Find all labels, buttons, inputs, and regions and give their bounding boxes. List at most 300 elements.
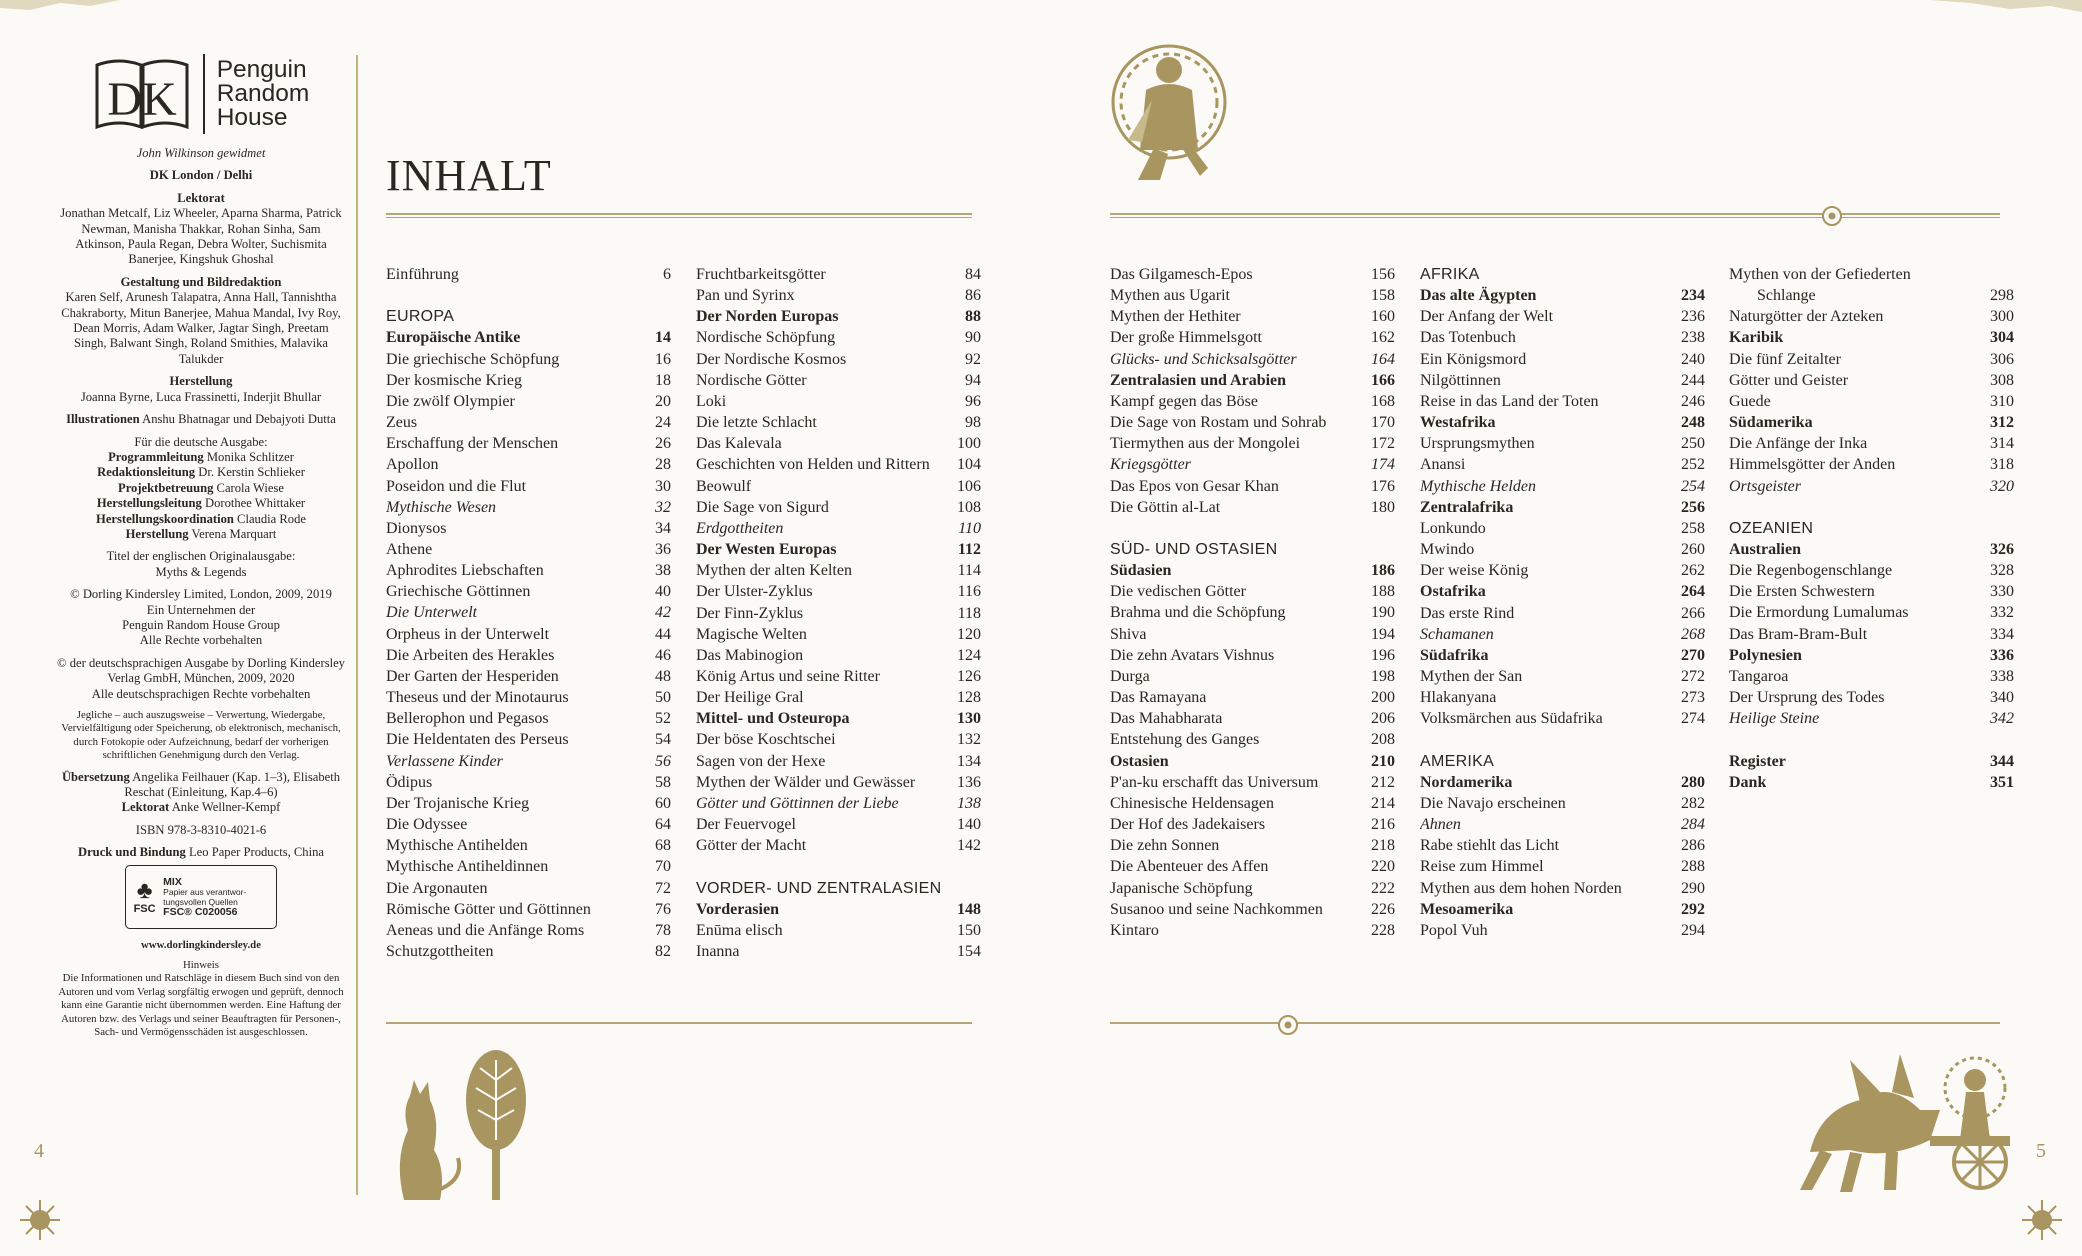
toc-entry[interactable] <box>1420 920 1705 941</box>
toc-entry-title: Poseidon und die Flut <box>386 477 527 495</box>
toc-entry[interactable] <box>1420 327 1705 348</box>
toc-entry-page: 284 <box>1681 816 1705 834</box>
toc-entry-page: 48 <box>655 667 671 685</box>
toc-entry-page: 268 <box>1681 625 1705 643</box>
lektorat-names: Jonathan Metcalf, Liz Wheeler, Aparna Sharma, Patrick Newman, Manisha Thakkar, Rohan Sinha, Sam Atkinson, Paula Regan, Debra Wolter, Suchismita Banerjee, Kingshuk Ghoshal <box>60 206 342 267</box>
credit-line: Herstellung Verena Marquart <box>125 526 277 541</box>
toc-entry[interactable] <box>1110 476 1395 497</box>
toc-entry[interactable] <box>1110 729 1395 750</box>
toc-entry-title: Tangaroa <box>1729 667 1789 685</box>
toc-entry-page: 342 <box>1990 710 2014 728</box>
toc-entry[interactable] <box>1420 433 1705 454</box>
toc-entry-page: 238 <box>1681 329 1705 347</box>
toc-entry[interactable] <box>1420 539 1705 560</box>
toc-entry[interactable] <box>1420 624 1705 645</box>
toc-entry[interactable] <box>386 941 671 962</box>
toc-entry-page: 104 <box>957 456 981 474</box>
rights-line: Alle Rechte vorbehalten <box>139 633 263 648</box>
toc-entry-title: Glücks- und Schicksalsgötter <box>1110 350 1297 368</box>
toc-entry-title: Das Gilgamesch-Epos <box>1110 266 1253 283</box>
toc-entry[interactable] <box>1110 391 1395 412</box>
toc-entry-page: 78 <box>655 921 671 939</box>
toc-entry-title: Verlassene Kinder <box>386 752 503 770</box>
toc-entry-title: Mesoamerika <box>1420 900 1514 918</box>
toc-entry-title: Die griechische Schöpfung <box>386 350 560 368</box>
page-number-right: 5 <box>2036 1140 2046 1162</box>
toc-entry[interactable] <box>1729 433 2014 454</box>
toc-section-heading <box>1420 751 1705 772</box>
toc-entry-title: Vorderasien <box>696 900 779 918</box>
title-rule-left-thin <box>386 217 972 218</box>
toc-entry[interactable] <box>1420 793 1705 814</box>
toc-entry-title: Anansi <box>1420 456 1466 474</box>
toc-entry-title: Die vedischen Götter <box>1110 583 1246 601</box>
toc-entry-title: Das Epos von Gesar Khan <box>1110 477 1279 495</box>
toc-entry-page: 172 <box>1371 435 1395 453</box>
toc-entry[interactable] <box>1110 687 1395 708</box>
toc-entry[interactable] <box>386 899 671 920</box>
toc-entry-title: Das Bram-Bram-Bult <box>1729 625 1868 643</box>
toc-entry-title: Der Hof des Jadekaisers <box>1110 816 1266 834</box>
fsc-text: MIX Papier aus verantwor-tungsvollen Quellen FSC® C020056 <box>163 875 247 918</box>
toc-entry[interactable] <box>696 327 981 348</box>
original-title: Myths & Legends <box>155 564 247 579</box>
toc-entry[interactable] <box>1110 602 1395 623</box>
toc-entry[interactable] <box>1420 349 1705 370</box>
toc-entry-page: 90 <box>965 329 981 347</box>
toc-entry-page: 270 <box>1681 646 1705 664</box>
toc-entry-title: Die Sage von Rostam und Sohrab <box>1110 414 1327 432</box>
toc-entry-page: 176 <box>1371 477 1395 495</box>
toc-entry[interactable] <box>696 687 981 708</box>
toc-entry-title: AMERIKA <box>1420 752 1495 770</box>
toc-entry-title: VORDER- UND ZENTRALASIEN <box>696 879 942 897</box>
toc-entry-title: Aeneas und die Anfänge Roms <box>386 921 585 939</box>
toc-entry[interactable] <box>386 391 671 412</box>
toc-entry-page: 108 <box>957 498 981 516</box>
toc-entry[interactable] <box>696 581 981 602</box>
toc-entry[interactable] <box>696 814 981 835</box>
toc-entry[interactable] <box>696 772 981 793</box>
toc-entry[interactable] <box>1420 603 1705 624</box>
toc-entry-title: Volksmärchen aus Südafrika <box>1420 710 1603 728</box>
toc-entry[interactable] <box>696 603 981 624</box>
toc-entry[interactable] <box>696 391 981 412</box>
toc-entry-title: Mythen der alten Kelten <box>696 562 852 580</box>
toc-entry[interactable] <box>1110 412 1395 433</box>
toc-entry[interactable] <box>1729 751 2014 772</box>
toc-entry-page: 298 <box>1990 287 2014 305</box>
toc-entry[interactable] <box>1420 708 1705 729</box>
bottom-rule-right <box>1110 1022 2000 1024</box>
toc-section-heading <box>696 878 981 899</box>
toc-entry[interactable] <box>386 370 671 391</box>
corner-sun-ornament-icon <box>0 1180 70 1256</box>
toc-entry[interactable] <box>1420 391 1705 412</box>
publisher-logo <box>56 50 346 138</box>
toc-entry[interactable] <box>696 454 981 475</box>
toc-entry-page: 6 <box>663 266 671 283</box>
toc-entry[interactable] <box>696 349 981 370</box>
toc-entry-title: Die Arbeiten des Herakles <box>386 646 555 664</box>
toc-entry-page: 336 <box>1990 646 2014 664</box>
toc-entry-title: Der Feuervogel <box>696 816 796 834</box>
toc-entry[interactable] <box>1729 772 2014 793</box>
toc-entry-page: 200 <box>1371 689 1395 707</box>
toc-entry[interactable] <box>386 264 671 285</box>
toc-entry-page: 110 <box>958 519 981 537</box>
toc-entry-page: 226 <box>1371 900 1395 918</box>
toc-entry[interactable] <box>1729 476 2014 497</box>
toc-entry-title: Das Ramayana <box>1110 689 1207 707</box>
toc-entry[interactable] <box>386 666 671 687</box>
toc-entry[interactable] <box>1729 306 2014 327</box>
toc-entry-title: Ödipus <box>386 773 433 791</box>
toc-entry-page: 134 <box>957 752 981 770</box>
toc-entry-page: 286 <box>1681 837 1705 855</box>
toc-entry[interactable] <box>1110 349 1395 370</box>
toc-entry-page: 260 <box>1681 541 1705 559</box>
toc-entry[interactable] <box>1110 751 1395 772</box>
toc-entry-page: 174 <box>1371 456 1395 474</box>
toc-entry[interactable] <box>1420 518 1705 539</box>
toc-entry[interactable] <box>1420 285 1705 306</box>
toc-entry[interactable] <box>696 708 981 729</box>
toc-entry[interactable] <box>696 560 981 581</box>
toc-entry[interactable] <box>696 645 981 666</box>
toc-entry-page: 206 <box>1371 710 1395 728</box>
toc-entry-title: Das Totenbuch <box>1420 329 1516 347</box>
toc-entry-title: Mythische Helden <box>1420 477 1536 495</box>
toc-entry[interactable] <box>1110 708 1395 729</box>
title-rule-left <box>386 213 972 215</box>
toc-entry-page: 282 <box>1681 794 1705 812</box>
colophon <box>56 50 346 1040</box>
toc-entry-title: Ein Königsmord <box>1420 350 1527 368</box>
toc-entry[interactable] <box>696 264 981 285</box>
toc-entry-title: Nordische Schöpfung <box>696 329 836 347</box>
toc-entry[interactable] <box>1110 899 1395 920</box>
toc-entry[interactable] <box>1110 835 1395 856</box>
toc-entry[interactable] <box>1110 878 1395 899</box>
toc-entry-page: 98 <box>965 414 981 432</box>
toc-entry-title: Mythen der San <box>1420 667 1523 685</box>
toc-entry[interactable] <box>1420 835 1705 856</box>
toc-entry-title: Reise in das Land der Toten <box>1420 392 1599 410</box>
toc-entry[interactable] <box>386 708 671 729</box>
toc-entry-title: Mythische Wesen <box>386 498 497 516</box>
toc-entry[interactable] <box>1729 391 2014 412</box>
page-title: INHALT <box>386 151 552 200</box>
toc-entry[interactable] <box>386 624 671 645</box>
toc-entry[interactable] <box>696 306 981 327</box>
toc-entry[interactable] <box>1110 264 1395 285</box>
toc-entry[interactable] <box>386 497 671 518</box>
toc-entry-title: Register <box>1729 752 1786 770</box>
toc-entry[interactable] <box>1420 476 1705 497</box>
toc-entry[interactable] <box>1110 497 1395 518</box>
toc-entry[interactable] <box>1420 560 1705 581</box>
toc-entry[interactable] <box>386 349 671 370</box>
toc-entry[interactable] <box>696 920 981 941</box>
toc-entry-page: 308 <box>1990 371 2014 389</box>
toc-entry[interactable] <box>1729 645 2014 666</box>
original-title-label: Titel der englischen Originalausgabe: <box>106 549 296 564</box>
colophon-divider <box>356 55 358 1195</box>
toc-entry[interactable] <box>696 285 981 306</box>
toc-entry[interactable] <box>1729 327 2014 348</box>
toc-entry[interactable] <box>1110 433 1395 454</box>
toc-entry[interactable] <box>696 835 981 856</box>
toc-entry[interactable] <box>1420 899 1705 920</box>
toc-entry[interactable] <box>1729 370 2014 391</box>
corner-texture-icon <box>0 0 120 30</box>
toc-entry[interactable] <box>1729 560 2014 581</box>
toc-entry[interactable] <box>1110 285 1395 306</box>
toc-entry[interactable] <box>386 835 671 856</box>
toc-entry-title: Athene <box>386 541 433 559</box>
toc-entry[interactable] <box>386 878 671 899</box>
toc-entry-title: Der Westen Europas <box>696 541 837 559</box>
toc-entry[interactable] <box>696 497 981 518</box>
toc-entry-page: 351 <box>1990 773 2014 791</box>
toc-entry[interactable] <box>386 539 671 560</box>
toc-entry[interactable] <box>696 539 981 560</box>
toc-entry-title: Der Anfang der Welt <box>1420 308 1554 326</box>
toc-entry-title: Griechische Göttinnen <box>386 583 531 601</box>
toc-entry[interactable] <box>1729 687 2014 708</box>
toc-entry-page: 76 <box>655 900 671 918</box>
toc-entry-page: 212 <box>1371 773 1395 791</box>
toc-entry[interactable] <box>1110 814 1395 835</box>
toc-entry-page: 130 <box>957 710 981 728</box>
toc-entry[interactable] <box>696 941 981 962</box>
sun-god-illustration-icon <box>1108 30 1230 190</box>
toc-entry[interactable] <box>1420 687 1705 708</box>
toc-entry-title: Magische Welten <box>696 625 807 643</box>
toc-entry[interactable] <box>1729 454 2014 475</box>
toc-entry[interactable] <box>696 666 981 687</box>
toc-entry[interactable] <box>1110 454 1395 475</box>
toc-entry[interactable] <box>1420 306 1705 327</box>
medallion-icon <box>1276 1013 1300 1037</box>
toc-spacer <box>1729 497 2014 518</box>
toc-entry[interactable] <box>1110 306 1395 327</box>
toc-entry-title: Ostasien <box>1110 752 1169 770</box>
toc-entry[interactable] <box>696 624 981 645</box>
toc-entry[interactable] <box>1420 772 1705 793</box>
toc-entry[interactable] <box>696 899 981 920</box>
medallion-icon <box>1820 204 1844 228</box>
toc-entry[interactable] <box>1420 878 1705 899</box>
toc-spacer <box>1420 729 1705 750</box>
toc-entry[interactable] <box>386 645 671 666</box>
toc-entry[interactable] <box>696 476 981 497</box>
toc-entry-title: Theseus und der Minotaurus <box>386 689 569 707</box>
toc-entry[interactable] <box>1420 645 1705 666</box>
toc-entry[interactable] <box>386 920 671 941</box>
toc-entry[interactable] <box>386 454 671 475</box>
toc-entry-page: 314 <box>1990 435 2014 453</box>
toc-entry-title: Der Finn-Zyklus <box>696 604 804 622</box>
toc-entry-page: 158 <box>1371 287 1395 305</box>
german-credits <box>56 450 346 542</box>
toc-entry[interactable] <box>386 687 671 708</box>
toc-entry[interactable] <box>1110 772 1395 793</box>
toc-entry[interactable] <box>1729 264 2014 285</box>
toc-entry[interactable] <box>1420 814 1705 835</box>
toc-entry[interactable] <box>1110 666 1395 687</box>
toc-entry[interactable] <box>1420 497 1705 518</box>
toc-entry[interactable] <box>386 412 671 433</box>
toc-entry[interactable] <box>386 476 671 497</box>
fsc-tree-icon: ♣ FSC <box>133 876 156 915</box>
toc-entry[interactable] <box>386 751 671 772</box>
production-names: Joanna Byrne, Luca Frassinetti, Inderjit Bhullar <box>80 389 322 404</box>
toc-entry[interactable] <box>696 729 981 750</box>
toc-entry-title: Die Navajo erscheinen <box>1420 794 1566 812</box>
toc-entry-page: 154 <box>957 942 981 960</box>
toc-entry[interactable] <box>1420 370 1705 391</box>
toc-entry[interactable] <box>1729 285 2014 306</box>
page-number-left: 4 <box>34 1140 44 1162</box>
toc-entry[interactable] <box>386 814 671 835</box>
toc-entry[interactable] <box>1110 560 1395 581</box>
company-line-1: Ein Unternehmen der <box>146 602 256 617</box>
dedication: John Wilkinson gewidmet <box>136 146 266 160</box>
toc-entry-title: Der Heilige Gral <box>696 689 804 707</box>
toc-entry-page: 262 <box>1681 562 1705 580</box>
toc-entry[interactable] <box>386 560 671 581</box>
toc-entry-page: 273 <box>1681 689 1705 707</box>
toc-entry-page: 180 <box>1371 498 1395 516</box>
toc-entry[interactable] <box>1110 856 1395 877</box>
toc-entry[interactable] <box>386 729 671 750</box>
toc-entry-page: 340 <box>1990 689 2014 707</box>
toc-entry[interactable] <box>1110 793 1395 814</box>
website-link[interactable]: www.dorlingkindersley.de <box>141 938 261 951</box>
toc-entry[interactable] <box>1110 370 1395 391</box>
toc-entry-title: Das Mahabharata <box>1110 710 1223 728</box>
toc-entry-title: Die Göttin al-Lat <box>1110 498 1221 516</box>
toc-entry-title: Schlange <box>1757 287 1816 305</box>
toc-entry-page: 310 <box>1990 392 2014 410</box>
toc-entry[interactable] <box>1110 920 1395 941</box>
toc-entry-page: 234 <box>1681 287 1705 305</box>
toc-entry[interactable] <box>386 581 671 602</box>
note-heading: Hinweis <box>183 959 219 972</box>
toc-entry-title: Das Kalevala <box>696 435 782 453</box>
toc-entry-page: 54 <box>655 731 671 749</box>
toc-entry-title: Tiermythen aus der Mongolei <box>1110 435 1301 453</box>
toc-entry[interactable] <box>1420 412 1705 433</box>
toc-entry[interactable] <box>1110 327 1395 348</box>
toc-entry-title: Rabe stiehlt das Licht <box>1420 837 1560 855</box>
toc-entry[interactable] <box>1729 349 2014 370</box>
toc-entry-page: 20 <box>655 392 671 410</box>
toc-entry-title: Römische Götter und Göttinnen <box>386 900 591 918</box>
toc-entry[interactable] <box>1420 856 1705 877</box>
toc-entry-title: Loki <box>696 392 727 410</box>
toc-entry[interactable] <box>386 856 671 877</box>
toc-entry-page: 118 <box>957 604 981 622</box>
toc-entry-title: Ortsgeister <box>1729 477 1801 495</box>
toc-entry-page: 56 <box>655 752 671 770</box>
toc-entry-title: Die Heldentaten des Perseus <box>386 731 569 749</box>
toc-section-heading <box>1420 264 1705 285</box>
toc-entry-page: 44 <box>655 625 671 643</box>
toc-entry[interactable] <box>1420 581 1705 602</box>
toc-entry-page: 40 <box>655 583 671 601</box>
toc-column-4 <box>1420 264 1705 941</box>
toc-entry-page: 114 <box>957 562 981 580</box>
toc-entry[interactable] <box>696 412 981 433</box>
toc-entry-page: 64 <box>655 816 671 834</box>
toc-entry-title: Kintaro <box>1110 921 1159 939</box>
toc-entry-title: Der Norden Europas <box>696 308 839 326</box>
toc-entry-page: 198 <box>1371 667 1395 685</box>
toc-entry-page: 116 <box>957 583 981 601</box>
toc-entry-page: 60 <box>655 794 671 812</box>
toc-entry-page: 28 <box>655 456 671 474</box>
toc-entry[interactable] <box>386 433 671 454</box>
toc-entry[interactable] <box>696 751 981 772</box>
toc-entry-title: Die letzte Schlacht <box>696 414 817 432</box>
toc-entry[interactable] <box>1110 581 1395 602</box>
toc-entry[interactable] <box>1420 454 1705 475</box>
toc-entry-title: Die Sage von Sigurd <box>696 498 829 516</box>
toc-entry[interactable] <box>1420 666 1705 687</box>
toc-entry[interactable] <box>386 518 671 539</box>
toc-entry[interactable] <box>696 793 981 814</box>
toc-entry[interactable] <box>696 370 981 391</box>
toc-entry[interactable] <box>1110 624 1395 645</box>
toc-entry[interactable] <box>386 793 671 814</box>
toc-entry-page: 16 <box>655 350 671 368</box>
toc-entry[interactable] <box>386 327 671 348</box>
toc-entry-page: 164 <box>1371 350 1395 368</box>
toc-entry-title: Die Argonauten <box>386 879 488 897</box>
toc-spacer <box>1729 729 2014 750</box>
toc-entry-page: 26 <box>655 435 671 453</box>
toc-entry[interactable] <box>1729 666 2014 687</box>
toc-entry[interactable] <box>1729 708 2014 729</box>
toc-entry[interactable] <box>1729 581 2014 602</box>
toc-entry-title: Mythen aus dem hohen Norden <box>1420 879 1622 897</box>
toc-entry-title: Der Ursprung des Todes <box>1729 689 1885 707</box>
toc-entry[interactable] <box>386 772 671 793</box>
german-edition-label: Für die deutsche Ausgabe: <box>134 434 268 449</box>
toc-entry[interactable] <box>1729 602 2014 623</box>
toc-entry-title: Popol Vuh <box>1420 921 1488 939</box>
toc-entry-title: Die zehn Sonnen <box>1110 837 1220 855</box>
toc-entry-page: 128 <box>957 689 981 707</box>
toc-entry[interactable] <box>1729 539 2014 560</box>
copyright-original: © Dorling Kindersley Limited, London, 2009, 2019 <box>70 587 332 602</box>
toc-entry[interactable] <box>696 433 981 454</box>
toc-entry[interactable] <box>696 518 981 539</box>
toc-entry-title: OZEANIEN <box>1729 519 1814 537</box>
toc-entry-title: Shiva <box>1110 625 1147 643</box>
toc-entry-title: Polynesien <box>1729 646 1802 664</box>
toc-entry-title: Mythen von der Gefiederten <box>1729 266 1911 283</box>
toc-entry[interactable] <box>1729 624 2014 645</box>
toc-entry-title: Sagen von der Hexe <box>696 752 826 770</box>
toc-entry-page: 18 <box>655 371 671 389</box>
toc-entry[interactable] <box>386 602 671 623</box>
toc-entry[interactable] <box>1729 412 2014 433</box>
toc-entry[interactable] <box>1110 645 1395 666</box>
